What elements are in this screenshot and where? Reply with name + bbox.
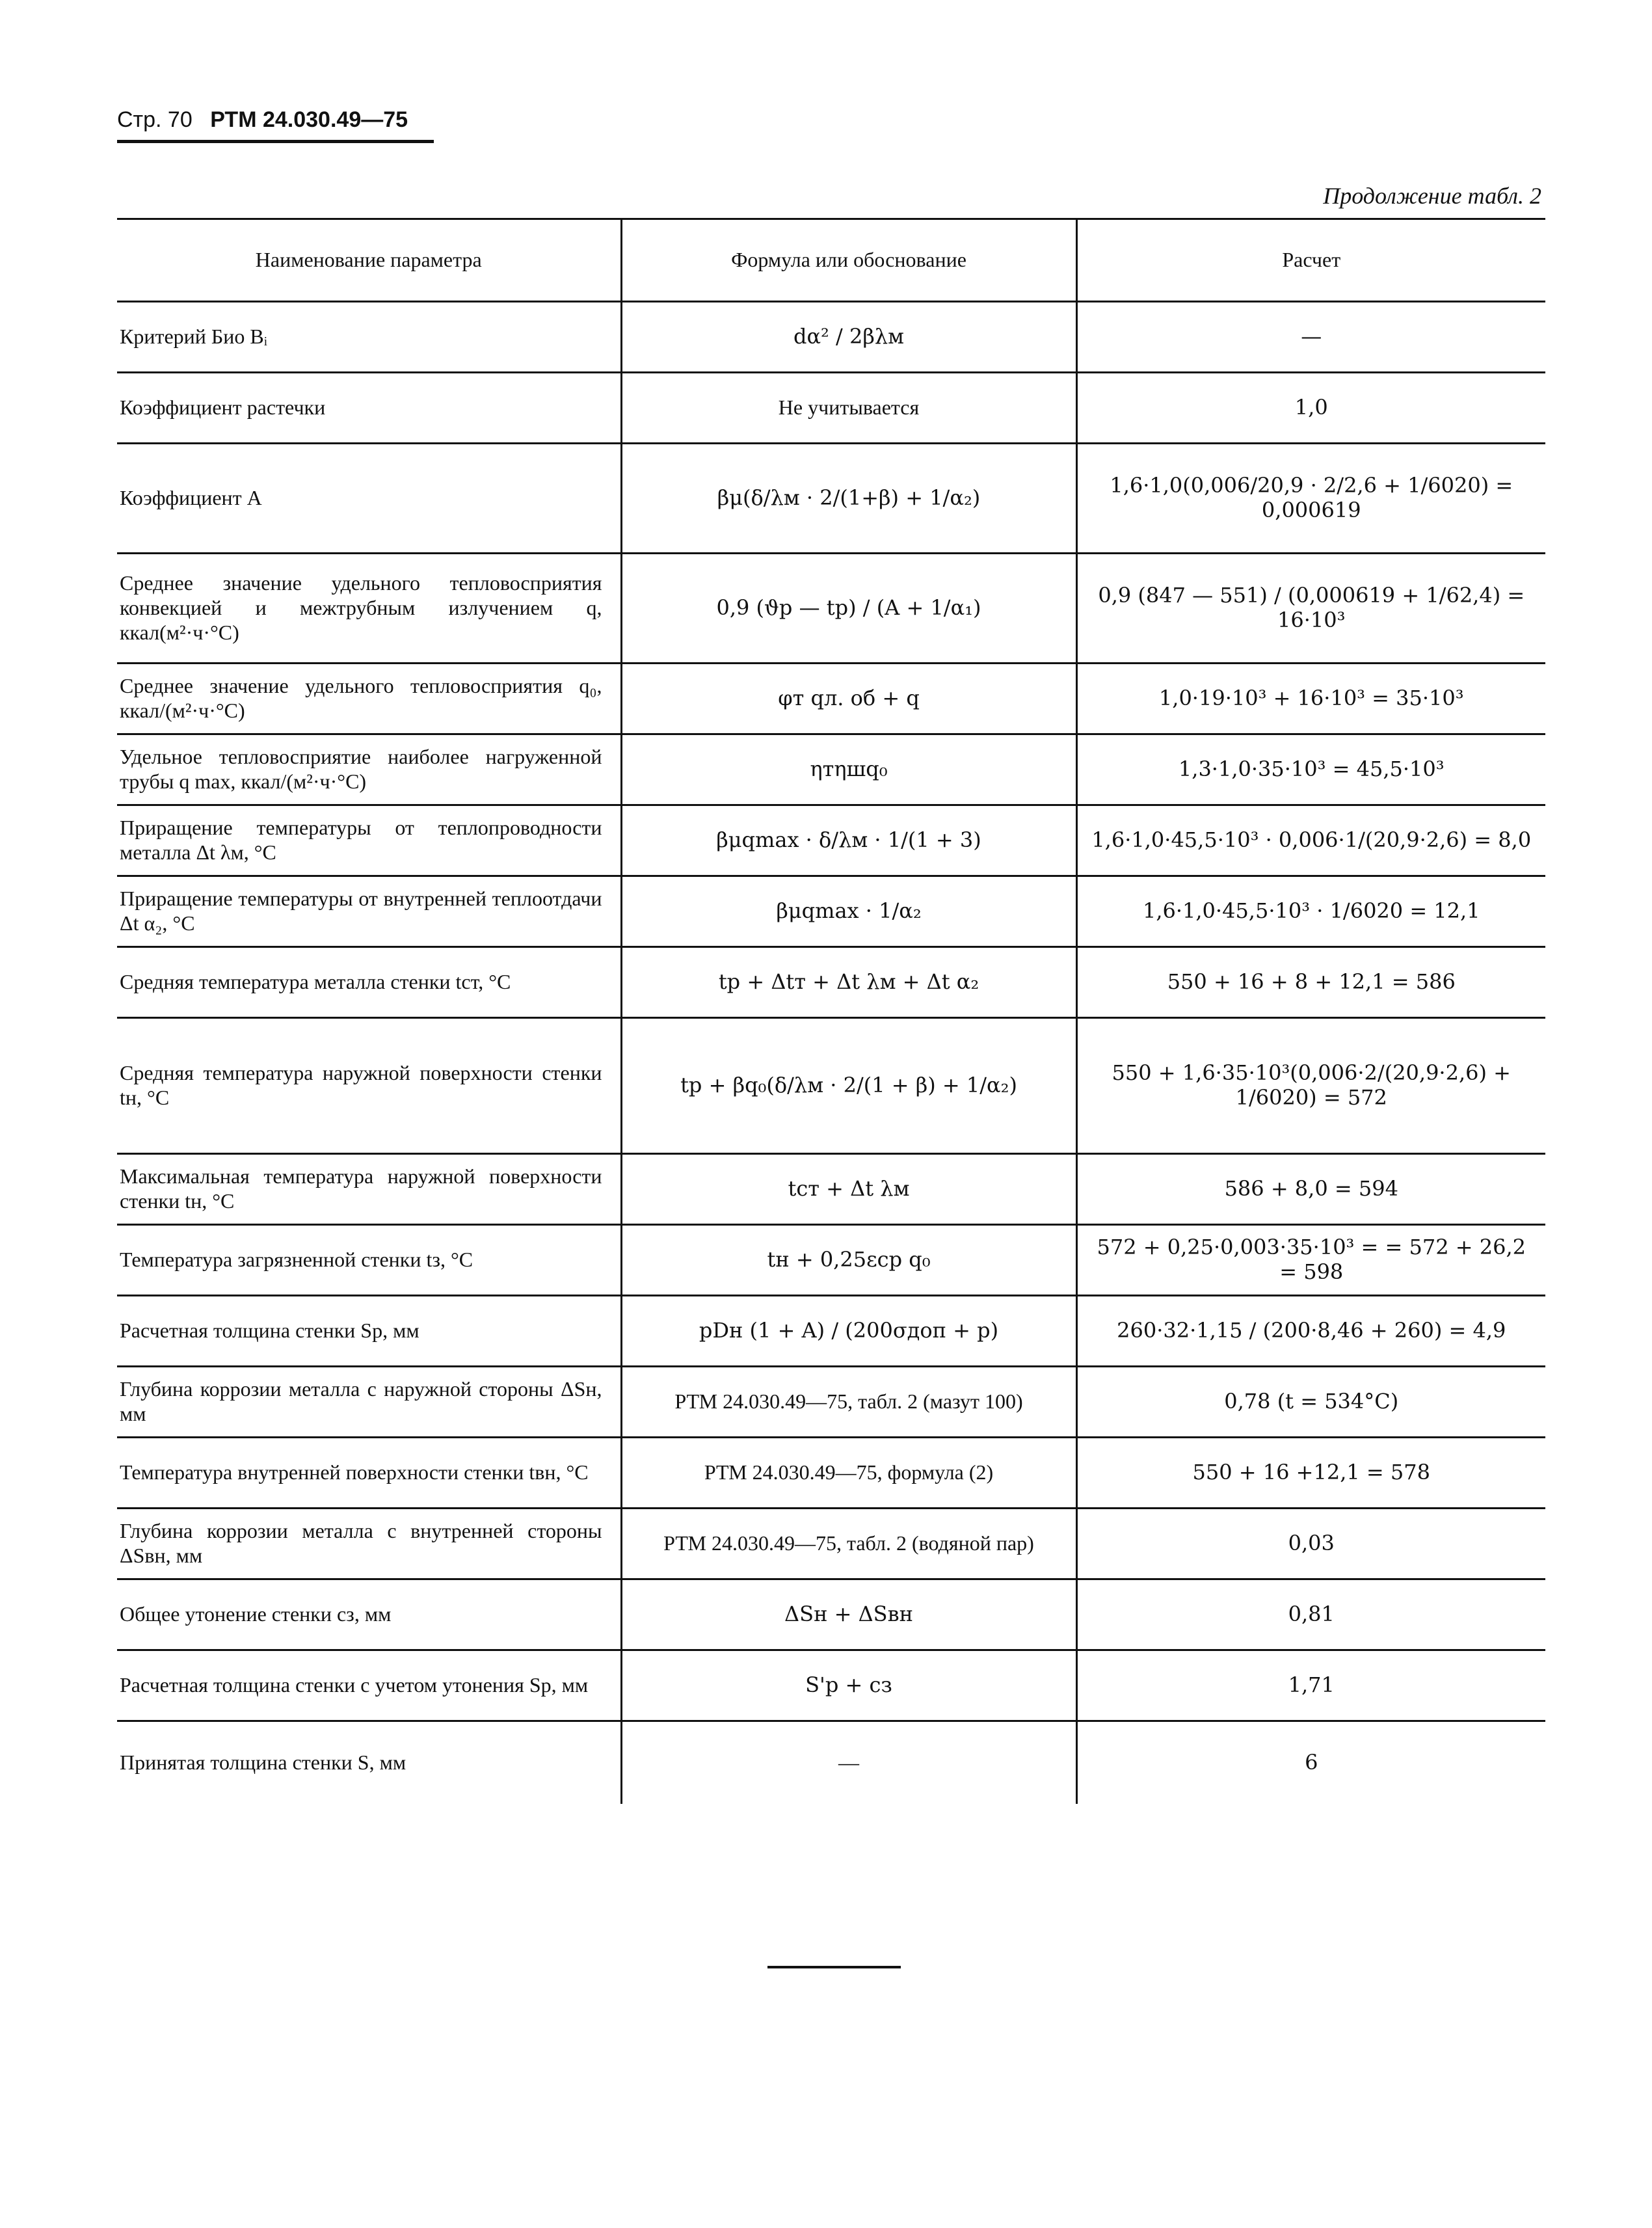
table-row xyxy=(117,1018,1545,1154)
calculation: 0,03 xyxy=(1076,1509,1545,1579)
table-row xyxy=(117,1650,1545,1721)
table-row xyxy=(117,876,1545,947)
calculation: 1,6·1,0·45,5·10³ · 0,006·1/(20,9·2,6) = 8,0 xyxy=(1076,805,1545,876)
parameters-table xyxy=(117,218,1545,1804)
calculation: 1,0·19·10³ + 16·10³ = 35·10³ xyxy=(1076,664,1545,734)
calculation: 550 + 16 + 8 + 12,1 = 586 xyxy=(1076,947,1545,1018)
formula: tр + βq₀(δ/λм · 2/(1 + β) + 1/α₂) xyxy=(621,1018,1076,1154)
parameter-name: Температура загрязненной стенки tз, °С xyxy=(117,1225,621,1296)
table-header-row xyxy=(117,219,1545,302)
page-number: Стр. 70 xyxy=(117,107,193,132)
header-underline xyxy=(117,140,434,143)
parameter-name: Общее утонение стенки cз, мм xyxy=(117,1579,621,1650)
header-formula: Формула или обоснование xyxy=(621,219,1076,302)
calculation: 0,78 (t = 534°С) xyxy=(1076,1367,1545,1438)
table-row xyxy=(117,444,1545,554)
table-row xyxy=(117,664,1545,734)
formula: βμqmax · 1/α₂ xyxy=(621,876,1076,947)
table-row xyxy=(117,1367,1545,1438)
header-parameter: Наименование параметра xyxy=(117,219,621,302)
formula: tр + Δtт + Δt λм + Δt α₂ xyxy=(621,947,1076,1018)
table-row xyxy=(117,734,1545,805)
calculation: 1,6·1,0·45,5·10³ · 1/6020 = 12,1 xyxy=(1076,876,1545,947)
table-row xyxy=(117,947,1545,1018)
calculation: 586 + 8,0 = 594 xyxy=(1076,1154,1545,1225)
parameter-name: Средняя температура металла стенки tст, °С xyxy=(117,947,621,1018)
table-row xyxy=(117,805,1545,876)
formula: pDн (1 + A) / (200σдоп + p) xyxy=(621,1296,1076,1367)
calculation: 1,0 xyxy=(1076,373,1545,444)
parameter-name: Температура внутренней поверхности стенки tвн, °С xyxy=(117,1438,621,1509)
formula: РТМ 24.030.49—75, формула (2) xyxy=(621,1438,1076,1509)
formula: РТМ 24.030.49—75, табл. 2 (мазут 100) xyxy=(621,1367,1076,1438)
calculation: 0,9 (847 — 551) / (0,000619 + 1/62,4) = 16·10³ xyxy=(1076,554,1545,664)
parameter-name: Средняя температура наружной поверхности стенки tн, °С xyxy=(117,1018,621,1154)
parameter-name: Коэффициент растечки xyxy=(117,373,621,444)
table-row xyxy=(117,1154,1545,1225)
table-row xyxy=(117,1721,1545,1805)
calculation: 6 xyxy=(1076,1721,1545,1805)
calculation: 550 + 1,6·35·10³(0,006·2/(20,9·2,6) + 1/6020) = 572 xyxy=(1076,1018,1545,1154)
table-row xyxy=(117,1579,1545,1650)
calculation: 1,3·1,0·35·10³ = 45,5·10³ xyxy=(1076,734,1545,805)
parameter-name: Приращение температуры от теплопроводности металла Δt λм, °С xyxy=(117,805,621,876)
table-row xyxy=(117,373,1545,444)
formula: dα² / 2βλм xyxy=(621,302,1076,373)
formula: βμ(δ/λм · 2/(1+β) + 1/α₂) xyxy=(621,444,1076,554)
header-calculation: Расчет xyxy=(1076,219,1545,302)
formula: 0,9 (ϑр — tр) / (A + 1/α₁) xyxy=(621,554,1076,664)
end-of-page-rule xyxy=(767,1966,901,1968)
calculation: 572 + 0,25·0,003·35·10³ = = 572 + 26,2 = 598 xyxy=(1076,1225,1545,1296)
formula: РТМ 24.030.49—75, табл. 2 (водяной пар) xyxy=(621,1509,1076,1579)
formula: S'р + cз xyxy=(621,1650,1076,1721)
table-row xyxy=(117,302,1545,373)
formula: — xyxy=(621,1721,1076,1805)
parameter-name: Глубина коррозии металла с внутренней стороны ΔSвн, мм xyxy=(117,1509,621,1579)
calculation: 260·32·1,15 / (200·8,46 + 260) = 4,9 xyxy=(1076,1296,1545,1367)
parameter-name: Критерий Био Bᵢ xyxy=(117,302,621,373)
formula: tн + 0,25εср q₀ xyxy=(621,1225,1076,1296)
table-row xyxy=(117,1438,1545,1509)
calculation: — xyxy=(1076,302,1545,373)
table-row xyxy=(117,1296,1545,1367)
parameter-name: Максимальная температура наружной поверхности стенки tн, °С xyxy=(117,1154,621,1225)
calculation: 1,6·1,0(0,006/20,9 · 2/2,6 + 1/6020) = 0,000619 xyxy=(1076,444,1545,554)
formula: ΔSн + ΔSвн xyxy=(621,1579,1076,1650)
parameter-name: Среднее значение удельного тепловосприятия q₀, ккал/(м²·ч·°С) xyxy=(117,664,621,734)
parameter-name: Приращение температуры от внутренней теплоотдачи Δt α₂, °С xyxy=(117,876,621,947)
calculation: 1,71 xyxy=(1076,1650,1545,1721)
table-row xyxy=(117,554,1545,664)
page-header xyxy=(117,107,408,133)
parameter-name: Среднее значение удельного тепловосприятия конвекцией и межтрубным излучением q, ккал(м²·ч·°С) xyxy=(117,554,621,664)
formula: ηтηшq₀ xyxy=(621,734,1076,805)
table-continuation-label: Продолжение табл. 2 xyxy=(1323,183,1541,209)
document-code: РТМ 24.030.49—75 xyxy=(210,107,408,132)
parameter-name: Расчетная толщина стенки с учетом утонения Sр, мм xyxy=(117,1650,621,1721)
parameter-name: Глубина коррозии металла с наружной стороны ΔSн, мм xyxy=(117,1367,621,1438)
table-row xyxy=(117,1509,1545,1579)
calculation: 550 + 16 +12,1 = 578 xyxy=(1076,1438,1545,1509)
parameter-name: Принятая толщина стенки S, мм xyxy=(117,1721,621,1805)
formula: Не учитывается xyxy=(621,373,1076,444)
formula: βμqmax · δ/λм · 1/(1 + 3) xyxy=(621,805,1076,876)
parameter-name: Расчетная толщина стенки Sр, мм xyxy=(117,1296,621,1367)
table-row xyxy=(117,1225,1545,1296)
formula: tст + Δt λм xyxy=(621,1154,1076,1225)
calculation: 0,81 xyxy=(1076,1579,1545,1650)
parameter-name: Удельное тепловосприятие наиболее нагруженной трубы q max, ккал/(м²·ч·°С) xyxy=(117,734,621,805)
parameter-name: Коэффициент A xyxy=(117,444,621,554)
formula: φт qл. об + q xyxy=(621,664,1076,734)
